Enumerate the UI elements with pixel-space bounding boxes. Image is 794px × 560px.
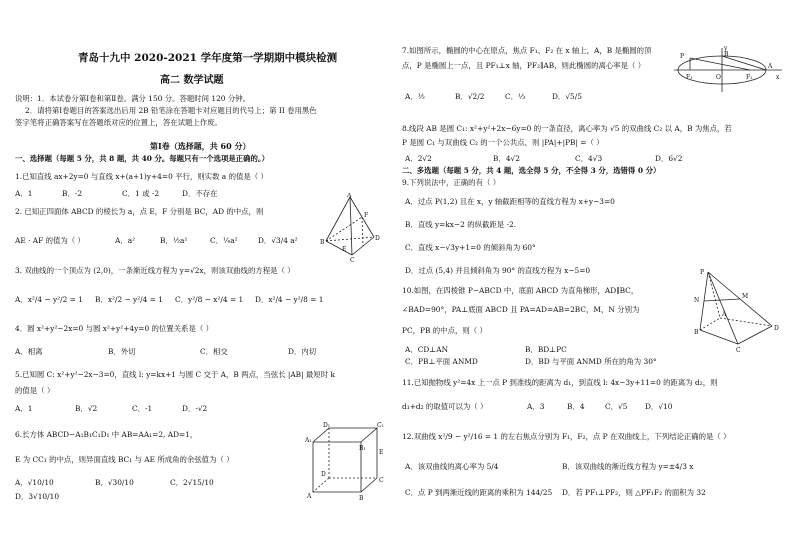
part1-title: 第Ⅰ卷（选择题，共 60 分） xyxy=(150,141,251,151)
q4-opt-a: A．相离 xyxy=(15,347,43,356)
pyramid-label-n: N xyxy=(694,297,700,304)
q8-opt-b: B．4√2 xyxy=(493,154,520,163)
q9-stem: 9.下列说法中，正确的有（ ） xyxy=(402,178,501,187)
q6-stem2: E 为 CC₁ 的中点，则异面直线 BC₁ 与 AE 所成角的余弦值为（ ） xyxy=(15,455,234,464)
tetra-label-e: E xyxy=(342,246,347,253)
q12-opt-b: B．该双曲线的渐近线方程为 y=±4/3 x xyxy=(562,462,694,471)
q10-stem3: PC，PB 的中点，则（ ） xyxy=(402,326,487,335)
q6-opt-b: B．√30/10 xyxy=(95,478,134,487)
tetra-label-f: F xyxy=(364,212,369,219)
q7-opt-c: C．⅓ xyxy=(505,92,526,101)
section1-heading: 一、选择题（每题 5 分，共 8 题，共 40 分。每题只有一个选项是正确的。） xyxy=(15,154,270,163)
ellipse-label-a: A xyxy=(768,63,773,70)
pyramid-figure xyxy=(680,268,784,352)
box-label-a: A xyxy=(307,493,312,500)
q9-opt-b: B．直线 y=kx−2 的纵截距是 -2. xyxy=(405,220,517,229)
q3-opt-d: D．x²/4 − y²/8 = 1 xyxy=(255,295,324,304)
q8-stem2: P 是圆 C₁ 与双曲线 C₂ 的一个公共点，则 |PA|+|PB| =（ ） xyxy=(402,138,604,147)
q10-stem: 10.如图，在四棱锥 P−ABCD 中，底面 ABCD 为直角梯形，AD∥BC， xyxy=(402,286,639,295)
q4-stem: 4．圆 x²+y²−2x=0 与圆 x²+y²+4y=0 的位置关系是（ ） xyxy=(15,324,213,333)
q1-opt-d: D．不存在 xyxy=(182,189,218,198)
tetra-label-a: A xyxy=(347,193,352,199)
q4-opt-c: C．相交 xyxy=(200,347,228,356)
q7-stem2: 点，P 是椭圆上一点，且 PF₁⊥x 轴，PF₂∥AB，则此椭圆的离心率是（ ） xyxy=(402,61,646,70)
q11-opt-c: C．√5 xyxy=(605,402,628,411)
box-label-b: B xyxy=(359,495,364,502)
cuboid-figure xyxy=(303,420,385,502)
q6-opt-d: D．3√10/10 xyxy=(15,492,60,501)
q8-stem: 8.线段 AB 是圆 C₁: x²+y²+2x−6y=0 的一条直径，离心率为 √5 的双曲线 C₂ 以 A，B 为焦点，若 xyxy=(402,124,732,133)
q6-opt-c: C．2√15/10 xyxy=(170,478,214,487)
q10-opt-a: A．CD⊥AN xyxy=(405,345,449,354)
note-line-1: 说明：1．本试卷分第Ⅰ卷和第Ⅱ卷。满分 150 分。答题时间 120 分钟。 xyxy=(15,94,251,103)
q2-stem: 2. 已知正四面体 ABCD 的棱长为 a，点 E，F 分别是 BC，AD 的中点，则 xyxy=(15,207,264,216)
q9-opt-d: D．过点 (5,4) 并且倾斜角为 90° 的直线方程为 x−5=0 xyxy=(405,266,591,275)
q11-opt-a: A．3 xyxy=(527,402,545,411)
pyramid-label-c: C xyxy=(736,347,741,352)
q6-opt-a: A．√10/10 xyxy=(15,478,54,487)
ellipse-label-b: B xyxy=(724,51,729,58)
box-label-e: E xyxy=(379,449,384,456)
q1-opt-b: B．-2 xyxy=(62,189,83,198)
q10-opt-c: C．PB⊥平面 ANMD xyxy=(405,357,478,366)
q4-opt-b: B．外切 xyxy=(108,347,136,356)
q10-opt-d: D．BD 与平面 ANMD 所在的角为 30° xyxy=(525,357,657,366)
q11-stem: 11.已知抛物线 y²=4x 上一点 P 到准线的距离为 d₁，到直线 l: 4x−3y+11=0 的距离为 d₂，则 xyxy=(402,378,718,387)
pyramid-label-p: P xyxy=(700,269,705,276)
ellipse-figure xyxy=(674,44,784,94)
q8-opt-a: A．2√2 xyxy=(405,154,432,163)
q12-opt-a: A．该双曲线的离心率为 5/4 xyxy=(405,462,499,471)
q10-stem2: ∠BAD=90°，PA⊥底面 ABCD 且 PA=AD=AB=2BC，M，N 分别为 xyxy=(402,305,640,314)
tetra-label-d: D xyxy=(375,235,380,242)
tetra-label-c: C xyxy=(350,257,355,263)
note-line-3: 签字笔将正确答案写在答题纸对应的位置上，答在试题上作废。 xyxy=(15,118,222,127)
q3-opt-a: A．x²/4 − y²/2 = 1 xyxy=(15,295,83,304)
q3-opt-b: B．x²/2 − y²/4 = 1 xyxy=(95,295,163,304)
q2-opt-b: B．½a² xyxy=(160,236,188,245)
q9-opt-c: C．直线 x−√3y+1=0 的倾斜角为 60° xyxy=(405,243,536,252)
q11-opt-b: B．4 xyxy=(567,402,585,411)
q2-opt-d: D．√3/4 a² xyxy=(258,236,298,245)
section2-heading: 二、多选题（每题 5 分，共 4 题，选全得 5 分，不全得 3 分，选错得 0 分） xyxy=(402,166,661,175)
q5-opt-a: A．1 xyxy=(15,404,33,413)
q7-opt-d: D．√5/5 xyxy=(552,92,582,101)
q12-opt-c: C．点 P 到两渐近线的距离的乘积为 144/25 xyxy=(405,488,553,497)
tetra-label-b: B xyxy=(320,239,325,246)
box-label-a1: A₁ xyxy=(305,437,312,444)
q2-opt-c: C．¼a² xyxy=(210,236,238,245)
q2-stem2: AE · AF 的值为（ ） xyxy=(15,236,85,245)
ellipse-label-o: O xyxy=(716,74,721,81)
q5-stem: 5.已知圆 C: x²+y²−2x−3=0，直线 l: y=kx+1 与圆 C 交于 A，B 两点，当弦长 |AB| 最短时 k xyxy=(15,370,335,379)
pyramid-label-b: B xyxy=(694,329,699,336)
exam-subtitle: 高二 数学试题 xyxy=(160,75,224,86)
right-column xyxy=(397,0,787,560)
q1-stem: 1.已知直线 ax+2y=0 与直线 x+(a+1)y+4=0 平行，则实数 a 的值是（ ） xyxy=(15,172,268,181)
q5-opt-d: D．-√2 xyxy=(182,404,208,413)
q9-opt-a: A．过点 P(1,2) 且在 x，y 轴截距相等的直线方程为 x+y−3=0 xyxy=(405,197,615,206)
q5-opt-b: B．√2 xyxy=(75,404,98,413)
ellipse-label-p: P xyxy=(680,53,685,60)
q11-stem2: d₁+d₂ 的取值可以为（ ） xyxy=(402,402,488,411)
ellipse-label-y: y xyxy=(724,45,728,52)
left-column xyxy=(0,0,390,560)
q3-opt-c: C．y²/8 − x²/4 = 1 xyxy=(175,295,244,304)
ellipse-label-f2: F₂ xyxy=(746,74,753,81)
box-label-c: C xyxy=(379,477,384,484)
pyramid-label-a: A xyxy=(722,311,727,318)
q7-opt-a: A．½ xyxy=(405,92,425,101)
box-label-d: D xyxy=(321,471,326,478)
ellipse-label-f1: F₁ xyxy=(686,74,693,81)
q2-opt-a: A．a² xyxy=(115,236,136,245)
q8-opt-d: D．6√2 xyxy=(655,154,683,163)
q7-stem: 7.如图所示，椭圆的中心在原点，焦点 F₁、F₂ 在 x 轴上，A，B 是椭圆的顶 xyxy=(402,46,652,55)
q5-stem2: 的值是（ ） xyxy=(15,386,55,395)
q11-opt-d: D．√10 xyxy=(645,402,673,411)
q3-stem: 3. 双曲线的一个顶点为 (2,0)，一条渐近线方程为 y=√2x，则该双曲线的方程是（ ） xyxy=(15,266,295,275)
tetrahedron-figure xyxy=(320,193,380,263)
q6-stem: 6.长方体 ABCD−A₁B₁C₁D₁ 中 AB=AA₁=2, AD=1， xyxy=(15,430,198,439)
q12-stem: 12.双曲线 x²/9 − y²/16 = 1 的左右焦点分别为 F₁，F₂，点 P 在双曲线上，下列结论正确的是（ ） xyxy=(402,432,731,441)
box-label-d1: D₁ xyxy=(323,422,331,429)
pyramid-label-m: M xyxy=(742,293,749,300)
box-label-b1: B₁ xyxy=(359,445,366,452)
q1-opt-c: C．1 或 -2 xyxy=(122,189,160,198)
box-label-c1: C₁ xyxy=(377,422,384,429)
note-line-2: 2．请将第Ⅰ卷题目的答案选出后用 2B 铅笔涂在答题卡对应题目的代号上；第 II 卷用黑色 xyxy=(25,106,317,115)
exam-title: 青岛十九中 2020-2021 学年度第一学期期中模块检测 xyxy=(78,52,338,64)
q5-opt-c: C．-1 xyxy=(132,404,153,413)
pyramid-label-d: D xyxy=(774,325,779,332)
q10-opt-b: B．BD⊥PC xyxy=(525,345,567,354)
ellipse-label-x: x xyxy=(776,74,780,81)
q8-opt-c: C．4√3 xyxy=(575,154,603,163)
q12-opt-d: D．若 PF₁⊥PF₂，则 △PF₁F₂ 的面积为 32 xyxy=(562,488,706,497)
q7-opt-b: B．√2/2 xyxy=(455,92,485,101)
q1-opt-a: A．1 xyxy=(15,189,33,198)
q4-opt-d: D．内切 xyxy=(288,347,317,356)
